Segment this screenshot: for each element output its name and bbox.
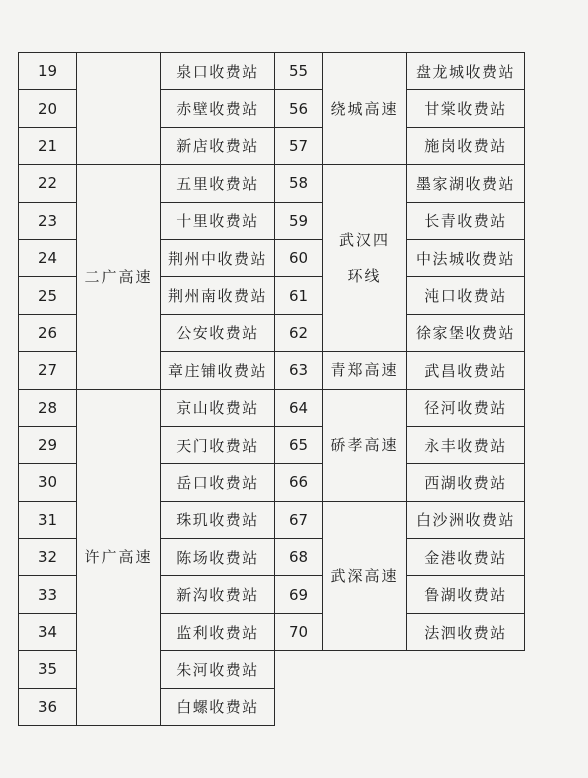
row-number: 19 — [19, 53, 77, 90]
row-number: 69 — [275, 576, 323, 613]
station-name: 陈场收费站 — [161, 539, 275, 576]
station-name: 十里收费站 — [161, 202, 275, 239]
station-name: 泉口收费站 — [161, 53, 275, 90]
station-name: 公安收费站 — [161, 314, 275, 351]
row-number: 62 — [275, 314, 323, 351]
empty-area — [275, 688, 525, 725]
row-number: 25 — [19, 277, 77, 314]
row-number: 23 — [19, 202, 77, 239]
empty-area — [275, 651, 525, 688]
table-row — [19, 389, 525, 426]
row-number: 28 — [19, 389, 77, 426]
row-number: 56 — [275, 90, 323, 127]
station-name: 金港收费站 — [407, 539, 525, 576]
row-number: 21 — [19, 127, 77, 164]
row-number: 59 — [275, 202, 323, 239]
station-name: 永丰收费站 — [407, 426, 525, 463]
row-number: 20 — [19, 90, 77, 127]
expressway-name: 绕城高速 — [323, 53, 407, 165]
row-number: 61 — [275, 277, 323, 314]
station-name: 武昌收费站 — [407, 352, 525, 389]
row-number: 65 — [275, 426, 323, 463]
expressway-name: 武汉四环线 — [323, 165, 407, 352]
row-number: 35 — [19, 651, 77, 688]
row-number: 34 — [19, 613, 77, 650]
station-name: 徐家堡收费站 — [407, 314, 525, 351]
expressway-name: 硚孝高速 — [323, 389, 407, 501]
station-name: 五里收费站 — [161, 165, 275, 202]
station-name: 盘龙城收费站 — [407, 53, 525, 90]
table-row — [19, 53, 525, 90]
station-name: 白沙洲收费站 — [407, 501, 525, 538]
station-name: 长青收费站 — [407, 202, 525, 239]
station-name: 章庄铺收费站 — [161, 352, 275, 389]
station-name: 墨家湖收费站 — [407, 165, 525, 202]
station-name: 法泗收费站 — [407, 613, 525, 650]
expressway-name — [77, 53, 161, 165]
station-name: 京山收费站 — [161, 389, 275, 426]
station-name: 监利收费站 — [161, 613, 275, 650]
station-name: 中法城收费站 — [407, 239, 525, 276]
row-number: 32 — [19, 539, 77, 576]
expressway-name: 武深高速 — [323, 501, 407, 651]
table-row — [19, 165, 525, 202]
row-number: 68 — [275, 539, 323, 576]
expressway-name: 青郑高速 — [323, 352, 407, 389]
row-number: 22 — [19, 165, 77, 202]
station-name: 西湖收费站 — [407, 464, 525, 501]
station-name: 荆州南收费站 — [161, 277, 275, 314]
toll-station-table — [18, 52, 525, 726]
station-name: 白螺收费站 — [161, 688, 275, 725]
station-name: 径河收费站 — [407, 389, 525, 426]
expressway-name: 二广高速 — [77, 165, 161, 389]
station-name: 荆州中收费站 — [161, 239, 275, 276]
row-number: 24 — [19, 239, 77, 276]
station-name: 岳口收费站 — [161, 464, 275, 501]
row-number: 58 — [275, 165, 323, 202]
station-name: 施岗收费站 — [407, 127, 525, 164]
row-number: 64 — [275, 389, 323, 426]
row-number: 29 — [19, 426, 77, 463]
row-number: 67 — [275, 501, 323, 538]
row-number: 26 — [19, 314, 77, 351]
station-name: 天门收费站 — [161, 426, 275, 463]
row-number: 36 — [19, 688, 77, 725]
row-number: 66 — [275, 464, 323, 501]
station-name: 朱河收费站 — [161, 651, 275, 688]
row-number: 57 — [275, 127, 323, 164]
row-number: 33 — [19, 576, 77, 613]
station-name: 新沟收费站 — [161, 576, 275, 613]
row-number: 70 — [275, 613, 323, 650]
station-name: 鲁湖收费站 — [407, 576, 525, 613]
row-number: 27 — [19, 352, 77, 389]
expressway-name: 许广高速 — [77, 389, 161, 726]
station-name: 新店收费站 — [161, 127, 275, 164]
station-name: 珠玑收费站 — [161, 501, 275, 538]
row-number: 63 — [275, 352, 323, 389]
row-number: 55 — [275, 53, 323, 90]
station-name: 沌口收费站 — [407, 277, 525, 314]
station-name: 甘棠收费站 — [407, 90, 525, 127]
row-number: 30 — [19, 464, 77, 501]
station-name: 赤壁收费站 — [161, 90, 275, 127]
row-number: 31 — [19, 501, 77, 538]
row-number: 60 — [275, 239, 323, 276]
